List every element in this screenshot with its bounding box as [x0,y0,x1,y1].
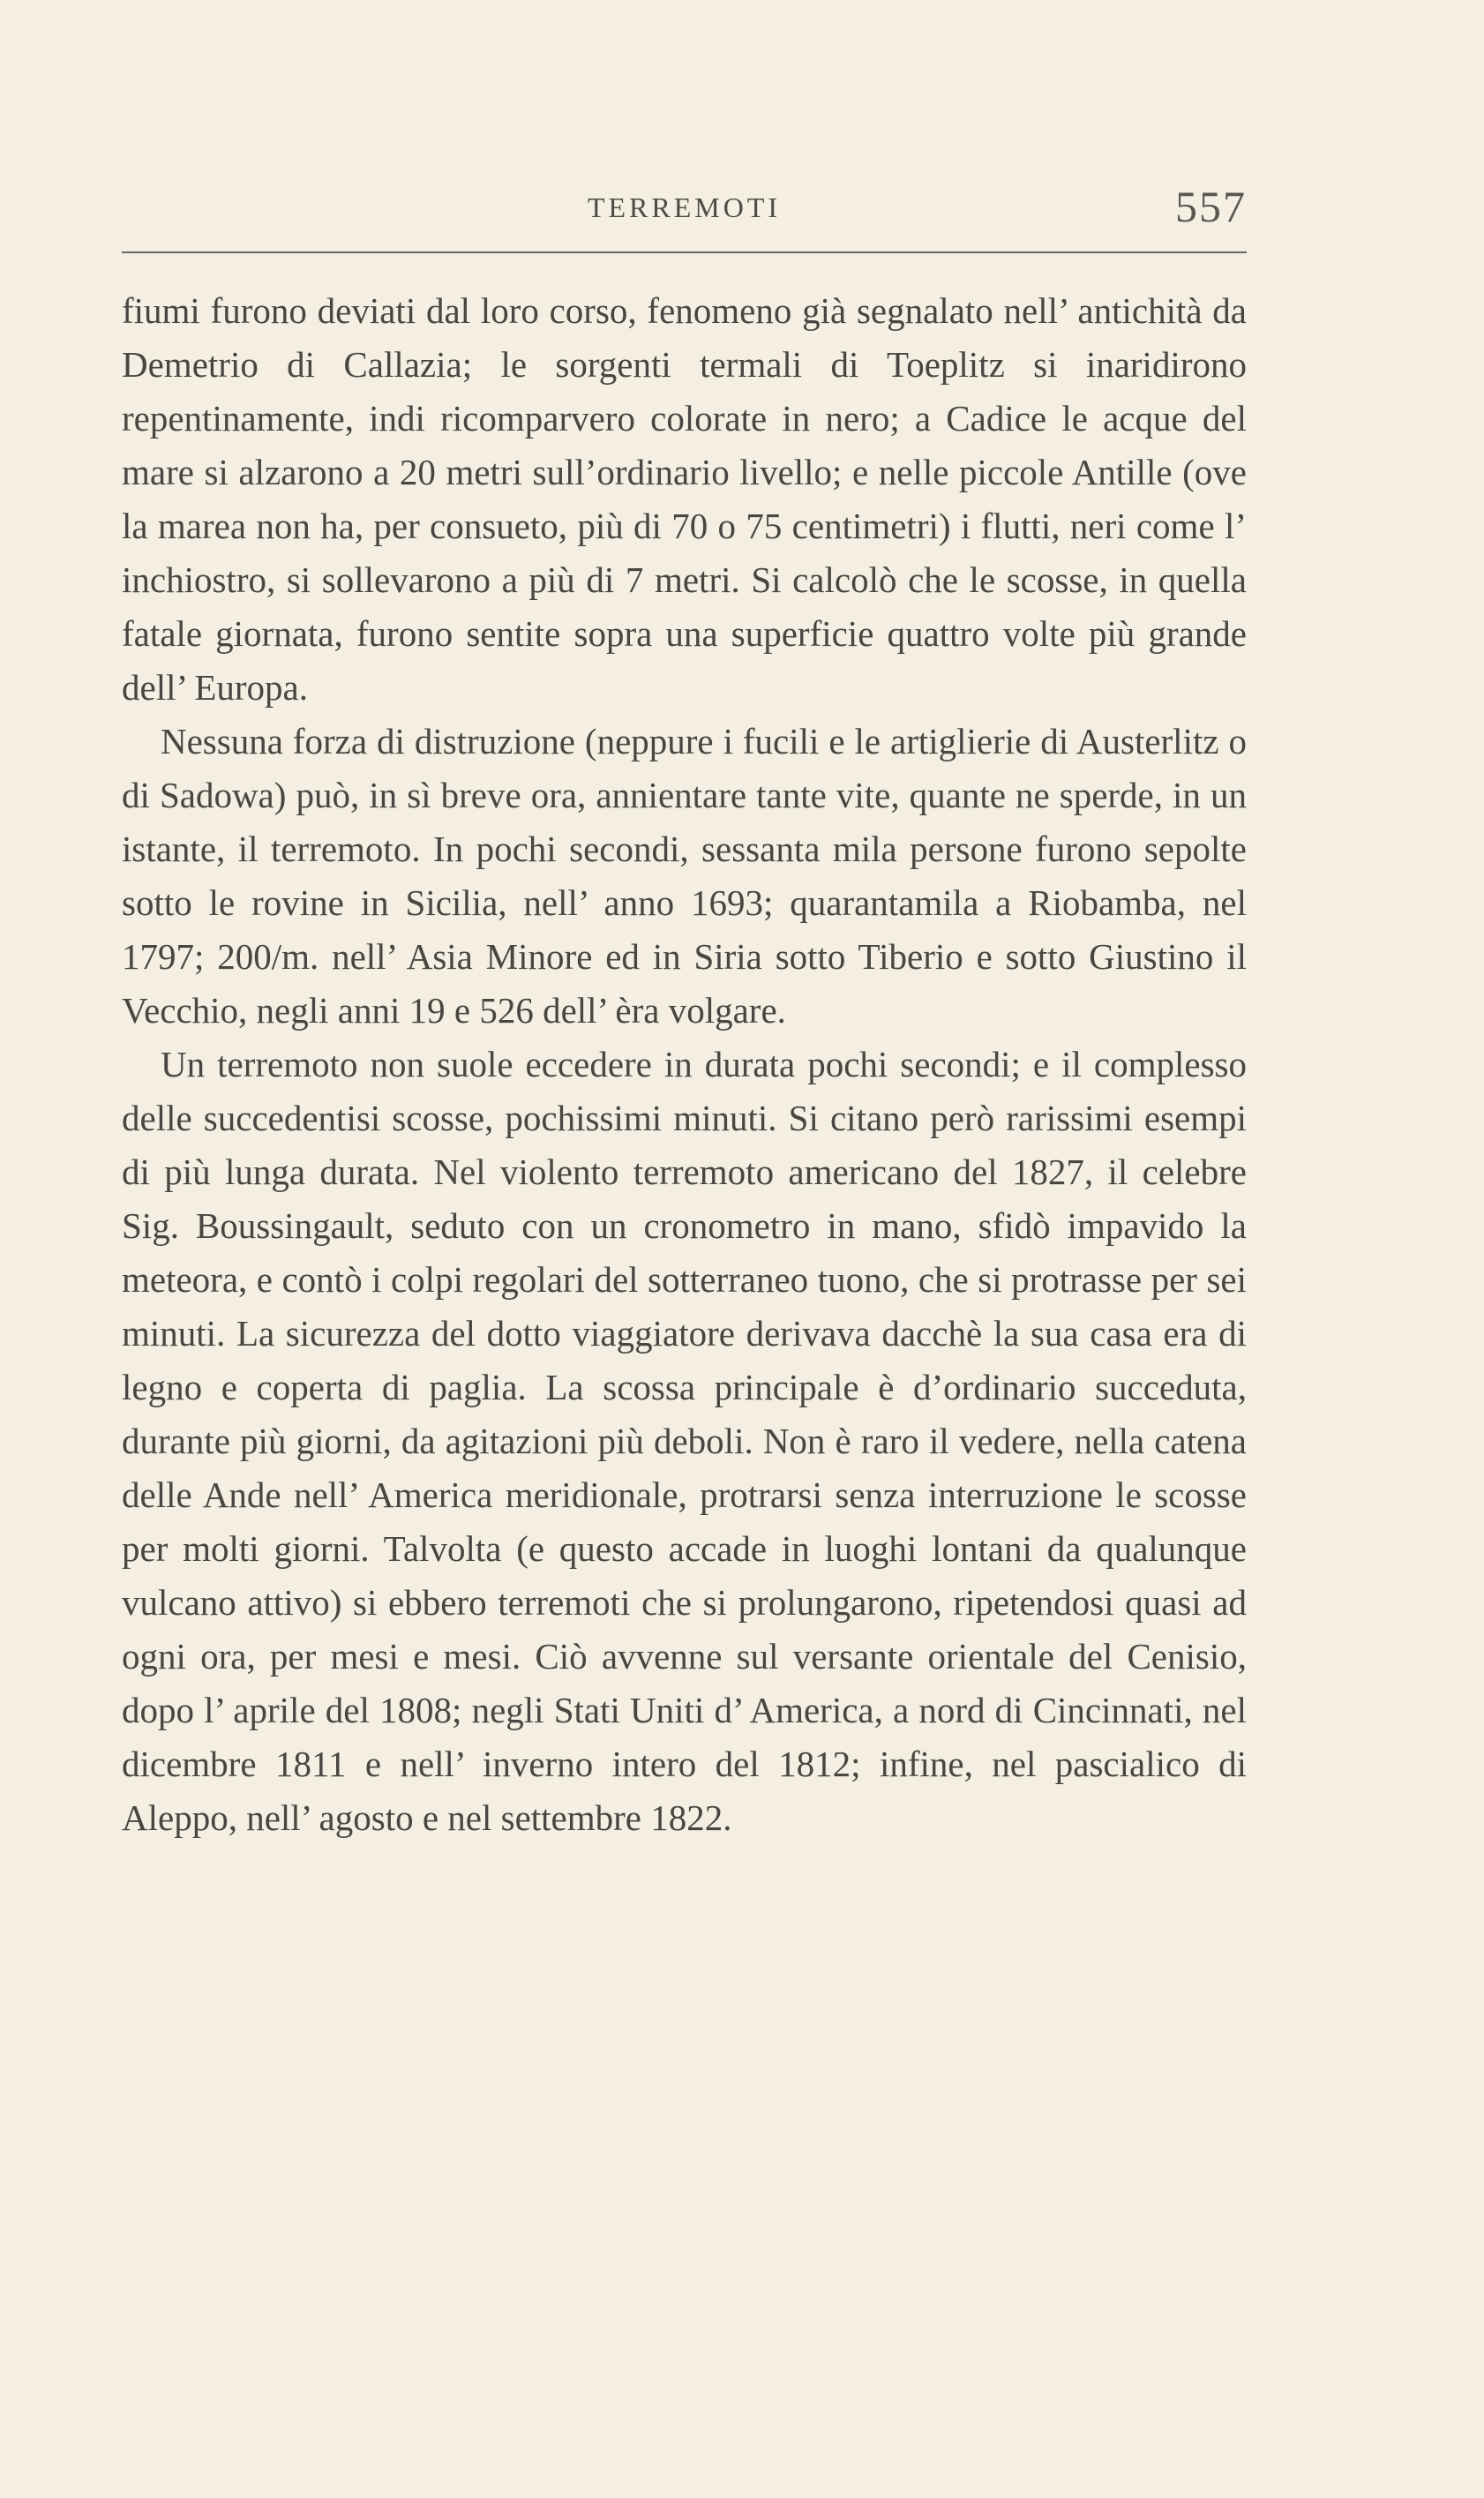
running-head [122,181,1247,243]
running-title: TERREMOTI [587,191,782,223]
paragraph-1: fiumi furono deviati dal loro corso, fenomeno già segnalato nell’ antichità da Demetrio di Callazia; le sorgenti termali di Toeplitz si inaridirono repentinamente, indi ricomparvero colorate in nero; a Cadice le acque del mare si alzarono a 20 metri sull’ordinario livello; e nelle piccole Antille (ove la marea non ha, per consueto, più di 70 o 75 centimetri) i flutti, neri come l’ inchiostro, si sollevarono a più di 7 metri. Si calcolò che le scosse, in quella fatale giornata, furono sentite sopra una superficie quattro volte più grande dell’ Europa. [122,290,1247,708]
header-rule [122,251,1247,253]
paragraph-3: Un terremoto non suole eccedere in durata pochi secondi; e il complesso delle succedentisi scosse, pochissimi minuti. Si citano però rarissimi esempi di più lunga durata. Nel violento terremoto americano del 1827, il celebre Sig. Boussingault, seduto con un cronometro in mano, sfidò impavido la meteora, e contò i colpi regolari del sotterraneo tuono, che si protrasse per sei minuti. La sicurezza del dotto viaggiatore derivava dacchè la sua casa era di legno e coperta di paglia. La scossa principale è d’ordinario succeduta, durante più giorni, da agitazioni più deboli. Non è raro il vedere, nella catena delle Ande nell’ America meridionale, protrarsi senza interruzione le scosse per molti giorni. Talvolta (e questo accade in luoghi lontani da qualunque vulcano attivo) si ebbero terremoti che si prolungarono, ripetendosi quasi ad ogni ora, per mesi e mesi. Ciò avvenne sul versante orientale del Cenisio, dopo l’ aprile del 1808; negli Stati Uniti d’ America, a nord di Cincinnati, nel dicembre 1811 e nell’ inverno intero del 1812; infine, nel pascialico di Aleppo, nell’ agosto e nel settembre 1822. [122,1044,1247,1838]
body-text [122,284,1247,1845]
paragraph-2: Nessuna forza di distruzione (neppure i fucili e le artiglierie di Austerlitz o di Sadowa) può, in sì breve ora, annientare tante vite, quante ne sperde, in un istante, il terremoto. In pochi secondi, sessanta mila persone furono sepolte sotto le rovine in Sicilia, nell’ anno 1693; quarantamila a Riobamba, nel 1797; 200/m. nell’ Asia Minore ed in Siria sotto Tiberio e sotto Giustino il Vecchio, negli anni 19 e 526 dell’ èra volgare. [122,721,1247,1031]
page-number: 557 [1175,182,1247,231]
